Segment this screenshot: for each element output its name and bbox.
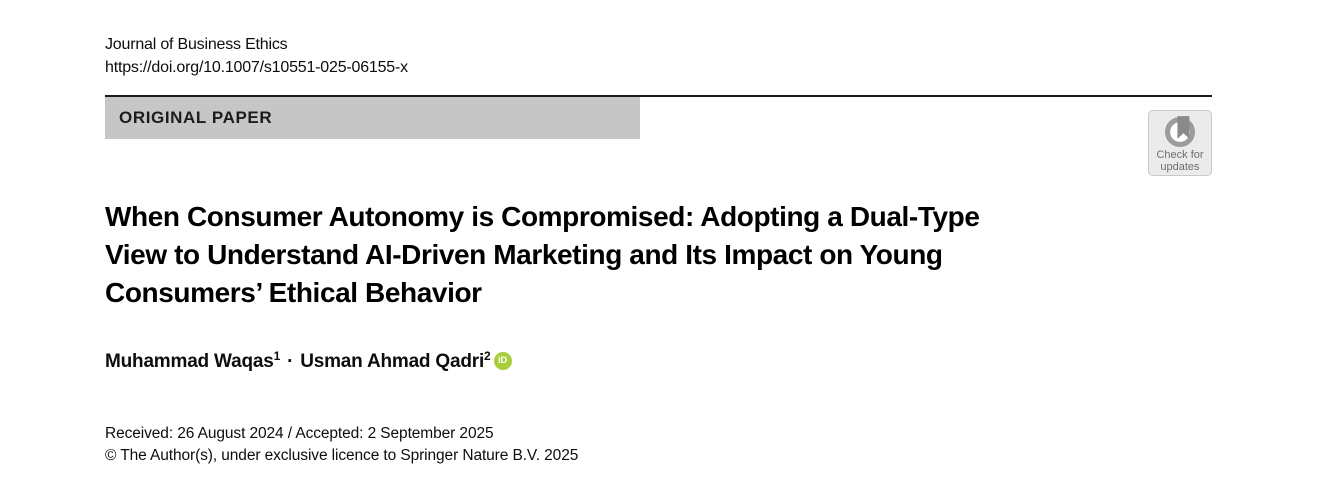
journal-name: Journal of Business Ethics bbox=[105, 36, 288, 53]
article-meta bbox=[105, 423, 578, 466]
authors-line bbox=[105, 351, 512, 373]
author-2-name: Usman Ahmad Qadri bbox=[300, 351, 485, 372]
received-accepted-line: Received: 26 August 2024 / Accepted: 2 September 2025 bbox=[105, 425, 494, 442]
copyright-line: © The Author(s), under exclusive licence to Springer Nature B.V. 2025 bbox=[105, 446, 579, 464]
author-separator: · bbox=[287, 351, 294, 372]
author-1-name: Muhammad Waqas bbox=[105, 351, 274, 372]
crossmark-icon bbox=[1161, 114, 1199, 150]
author-2-affiliation-sup: 2 bbox=[484, 349, 491, 363]
doi-link[interactable]: https://doi.org/10.1007/s10551-025-06155-x bbox=[105, 59, 408, 76]
article-title bbox=[105, 198, 1185, 312]
title-line-2: View to Understand AI-Driven Marketing and Its Impact on Young bbox=[105, 239, 943, 270]
badge-text: Check for updates bbox=[1156, 149, 1204, 173]
orcid-icon[interactable]: iD bbox=[494, 352, 512, 370]
title-line-3: Consumers’ Ethical Behavior bbox=[105, 277, 482, 308]
title-line-1: When Consumer Autonomy is Compromised: Adopting a Dual-Type bbox=[105, 201, 980, 232]
check-for-updates-badge[interactable] bbox=[1148, 110, 1212, 176]
journal-header bbox=[105, 33, 408, 79]
section-label: ORIGINAL PAPER bbox=[119, 108, 273, 127]
author-1-affiliation-sup: 1 bbox=[273, 349, 281, 363]
section-band bbox=[105, 97, 640, 139]
